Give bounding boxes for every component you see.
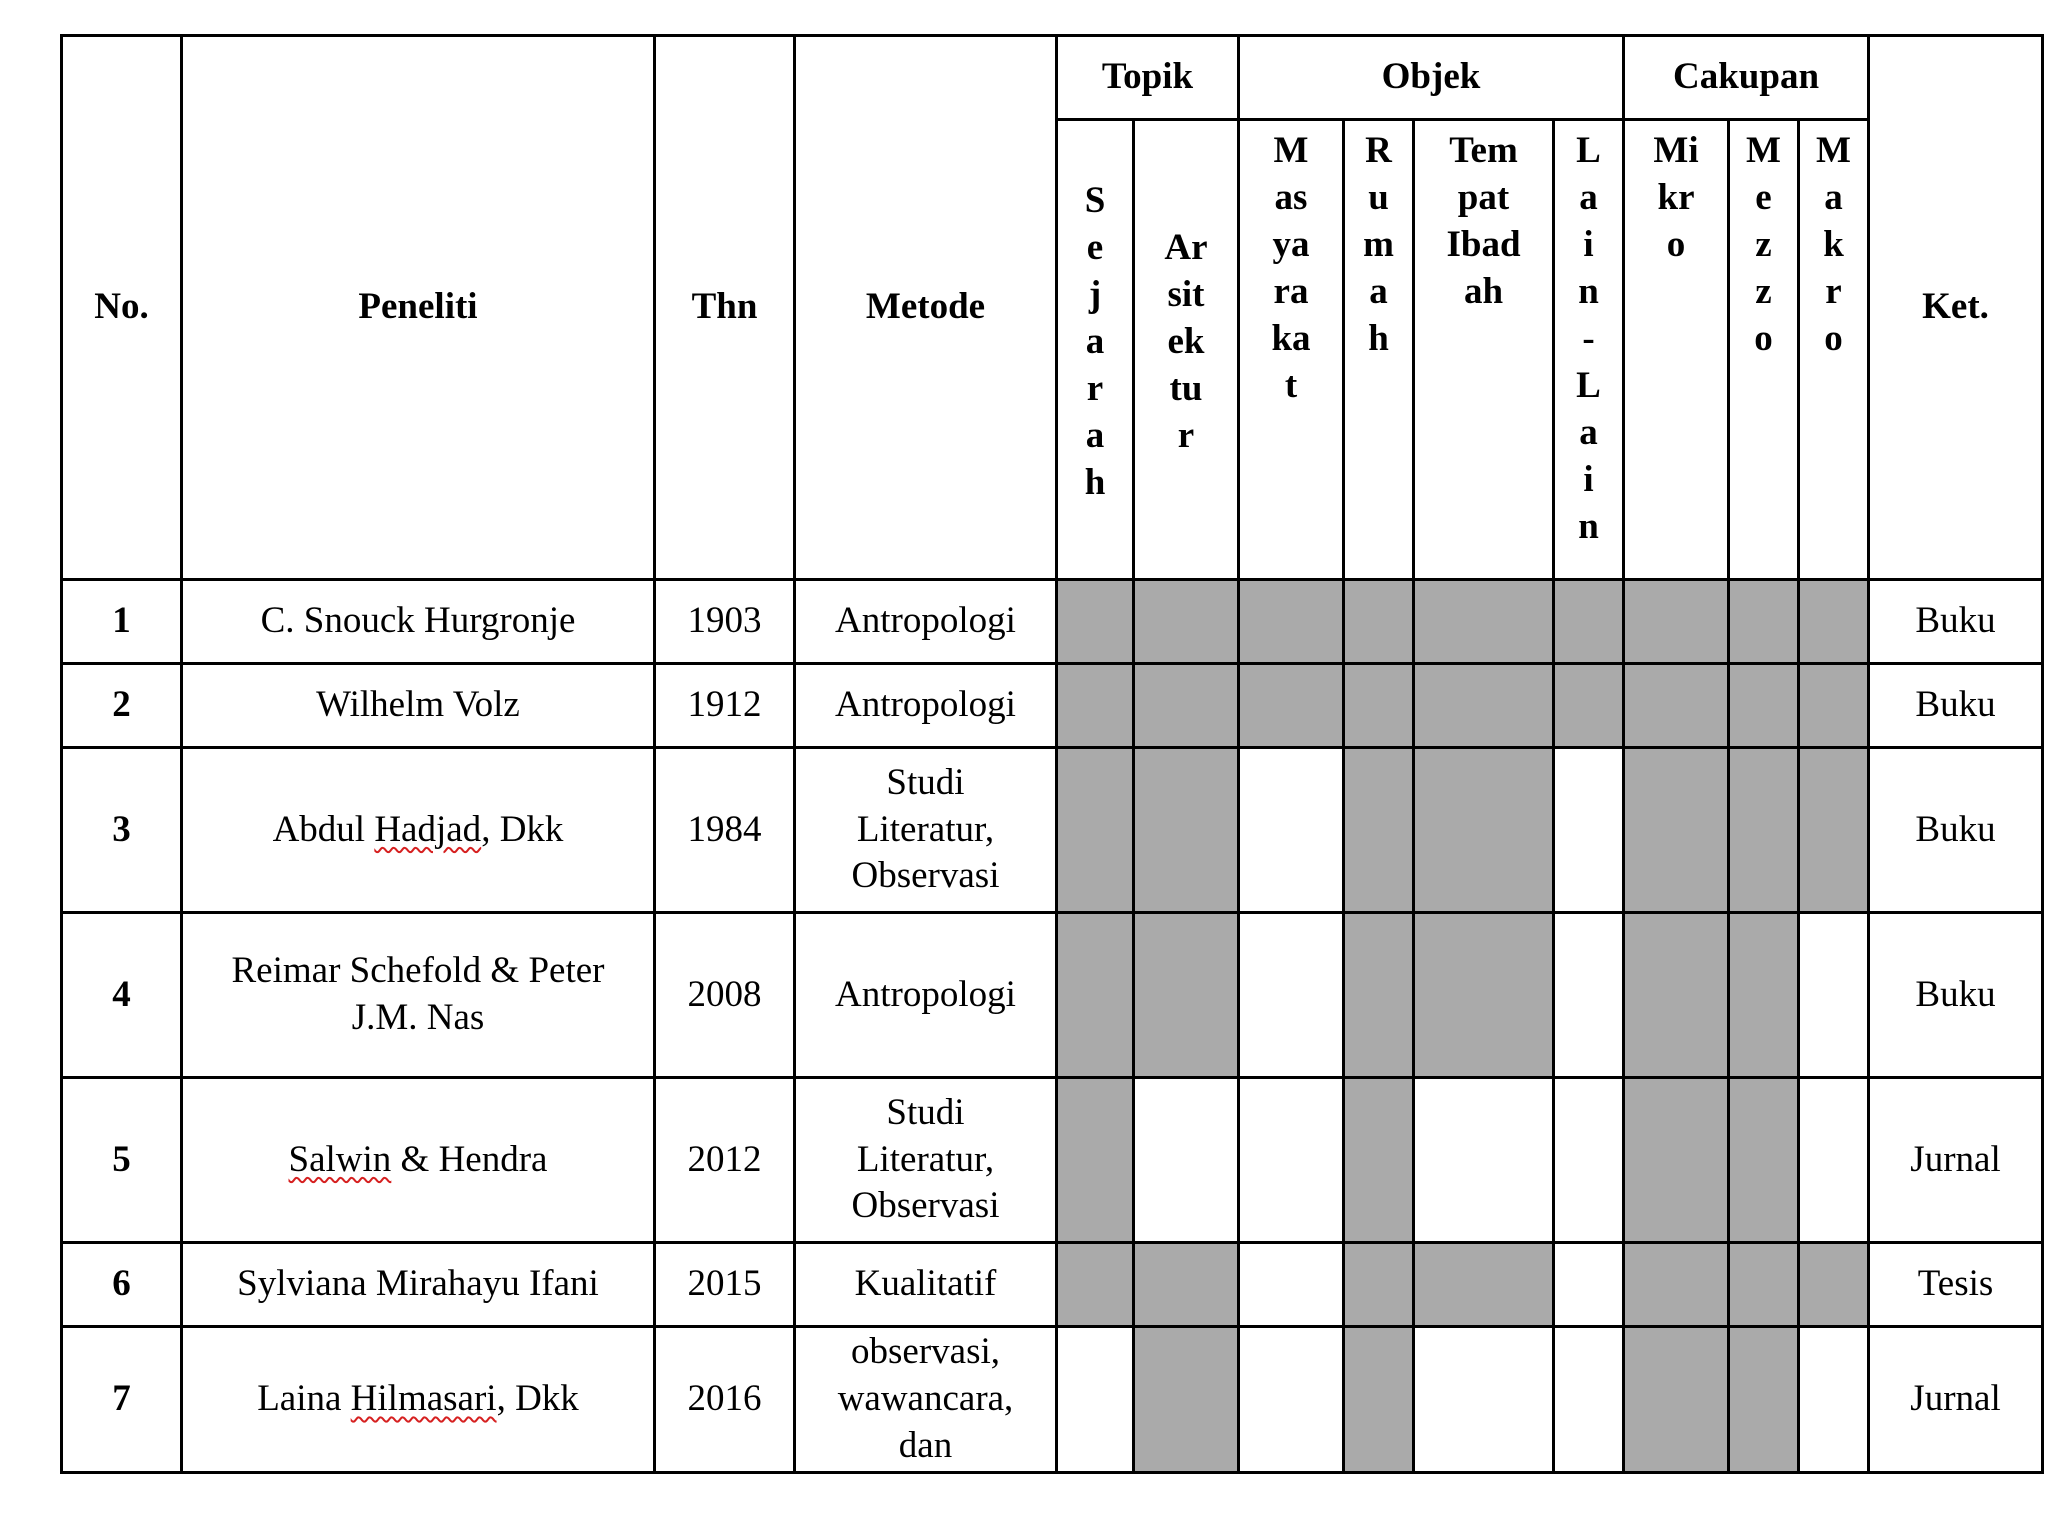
cell-metode: Antropologi [795, 913, 1057, 1078]
header-sub-rumah: R u m a h [1344, 120, 1414, 580]
mark-mikro [1624, 748, 1729, 913]
mark-lain-lain [1554, 1078, 1624, 1243]
header-metode: Metode [795, 36, 1057, 580]
mark-sejarah [1057, 1327, 1134, 1473]
mark-tempat-ibadah [1414, 913, 1554, 1078]
mark-tempat-ibadah [1414, 664, 1554, 748]
cell-metode: Antropologi [795, 580, 1057, 664]
mark-masyarakat [1239, 1327, 1344, 1473]
metode-text: Studi Literatur, Observasi [851, 761, 1000, 897]
header-sub-tempat-ibadah: Tem pat Ibad ah [1414, 120, 1554, 580]
mark-rumah [1344, 748, 1414, 913]
table-row [62, 580, 2043, 664]
cell-no: 7 [62, 1327, 182, 1473]
cell-ket: Buku [1869, 913, 2043, 1078]
mark-mikro [1624, 1078, 1729, 1243]
peneliti-text-rest: & Hendra [391, 1138, 548, 1180]
mark-mikro [1624, 580, 1729, 664]
spellcheck-flagged-word: Salwin [288, 1138, 392, 1180]
mark-mezzo [1729, 913, 1799, 1078]
mark-tempat-ibadah [1414, 1243, 1554, 1327]
cell-no: 2 [62, 664, 182, 748]
mark-makro [1799, 1327, 1869, 1473]
peneliti-text-rest: , Dkk [481, 808, 564, 850]
peneliti-text: Reimar Schefold & Peter J.M. Nas [231, 950, 605, 1038]
cell-no: 3 [62, 748, 182, 913]
mark-mezzo [1729, 748, 1799, 913]
header-sub-mezzo: M e z z o [1729, 120, 1799, 580]
mark-tempat-ibadah [1414, 580, 1554, 664]
header-sub-lain-lain: L a i n - L a i n [1554, 120, 1624, 580]
cell-no: 5 [62, 1078, 182, 1243]
table-row [62, 1243, 2043, 1327]
mark-makro [1799, 1078, 1869, 1243]
cell-metode [795, 1078, 1057, 1243]
cell-metode: Antropologi [795, 664, 1057, 748]
mark-tempat-ibadah [1414, 1327, 1554, 1473]
header-peneliti: Peneliti [182, 36, 655, 580]
mark-rumah [1344, 580, 1414, 664]
mark-makro [1799, 748, 1869, 913]
mark-rumah [1344, 1243, 1414, 1327]
header-sub-mikro: Mi kr o [1624, 120, 1729, 580]
cell-metode: Kualitatif [795, 1243, 1057, 1327]
mark-lain-lain [1554, 664, 1624, 748]
mark-masyarakat [1239, 580, 1344, 664]
peneliti-text-rest: , Dkk [496, 1378, 579, 1419]
table-row [62, 913, 2043, 1078]
table-row [62, 748, 2043, 913]
cell-ket: Jurnal [1869, 1327, 2043, 1473]
peneliti-text: Abdul [272, 808, 375, 850]
mark-mezzo [1729, 1078, 1799, 1243]
mark-mezzo [1729, 1327, 1799, 1473]
mark-lain-lain [1554, 913, 1624, 1078]
mark-sejarah [1057, 748, 1134, 913]
cell-ket: Buku [1869, 748, 2043, 913]
cell-ket: Buku [1869, 580, 2043, 664]
cell-no: 1 [62, 580, 182, 664]
research-matrix-table [60, 34, 2044, 1474]
mark-tempat-ibadah [1414, 1078, 1554, 1243]
cell-ket: Buku [1869, 664, 2043, 748]
mark-arsitektur [1134, 748, 1239, 913]
cell-ket: Jurnal [1869, 1078, 2043, 1243]
mark-rumah [1344, 1327, 1414, 1473]
mark-sejarah [1057, 1243, 1134, 1327]
mark-lain-lain [1554, 1243, 1624, 1327]
cell-thn: 2016 [655, 1327, 795, 1473]
mark-arsitektur [1134, 1327, 1239, 1473]
table-row [62, 1078, 2043, 1243]
mark-lain-lain [1554, 748, 1624, 913]
mark-arsitektur [1134, 580, 1239, 664]
mark-makro [1799, 913, 1869, 1078]
mark-mikro [1624, 1243, 1729, 1327]
cell-ket: Tesis [1869, 1243, 2043, 1327]
cell-metode [795, 1327, 1057, 1473]
cell-metode [795, 748, 1057, 913]
mark-makro [1799, 664, 1869, 748]
mark-lain-lain [1554, 1327, 1624, 1473]
mark-lain-lain [1554, 580, 1624, 664]
mark-arsitektur [1134, 664, 1239, 748]
cell-peneliti [182, 1078, 655, 1243]
cell-peneliti [182, 748, 655, 913]
header-sub-arsitektur: Ar sit ek tu r [1134, 120, 1239, 580]
mark-tempat-ibadah [1414, 748, 1554, 913]
mark-arsitektur [1134, 913, 1239, 1078]
mark-arsitektur [1134, 1078, 1239, 1243]
header-group-cakupan: Cakupan [1624, 36, 1869, 120]
spellcheck-flagged-word: Hadjad [374, 808, 482, 850]
mark-mezzo [1729, 580, 1799, 664]
mark-mezzo [1729, 1243, 1799, 1327]
mark-mezzo [1729, 664, 1799, 748]
cell-no: 4 [62, 913, 182, 1078]
peneliti-text: Laina [257, 1378, 351, 1419]
header-group-objek: Objek [1239, 36, 1624, 120]
header-thn: Thn [655, 36, 795, 580]
table-row [62, 1327, 2043, 1473]
mark-masyarakat [1239, 1243, 1344, 1327]
cell-peneliti: C. Snouck Hurgronje [182, 580, 655, 664]
cell-thn: 1903 [655, 580, 795, 664]
header-sub-sejarah: S e j a r a h [1057, 120, 1134, 580]
mark-mikro [1624, 913, 1729, 1078]
spellcheck-flagged-word: Hilmasari [350, 1378, 497, 1419]
header-ket: Ket. [1869, 36, 2043, 580]
mark-sejarah [1057, 913, 1134, 1078]
cell-peneliti [182, 913, 655, 1078]
header-sub-masyarakat: M as ya ra ka t [1239, 120, 1344, 580]
mark-sejarah [1057, 580, 1134, 664]
cell-thn: 1912 [655, 664, 795, 748]
mark-sejarah [1057, 1078, 1134, 1243]
mark-makro [1799, 1243, 1869, 1327]
mark-masyarakat [1239, 748, 1344, 913]
cell-no: 6 [62, 1243, 182, 1327]
header-sub-makro: M a k r o [1799, 120, 1869, 580]
mark-rumah [1344, 1078, 1414, 1243]
header-no: No. [62, 36, 182, 580]
table-row [62, 664, 2043, 748]
mark-masyarakat [1239, 913, 1344, 1078]
metode-text: observasi, wawancara, dan [837, 1331, 1014, 1466]
mark-rumah [1344, 664, 1414, 748]
mark-makro [1799, 580, 1869, 664]
mark-sejarah [1057, 664, 1134, 748]
mark-rumah [1344, 913, 1414, 1078]
cell-peneliti: Sylviana Mirahayu Ifani [182, 1243, 655, 1327]
mark-masyarakat [1239, 664, 1344, 748]
cell-thn: 2008 [655, 913, 795, 1078]
header-group-topik: Topik [1057, 36, 1239, 120]
mark-mikro [1624, 664, 1729, 748]
cell-peneliti: Wilhelm Volz [182, 664, 655, 748]
metode-text: Studi Literatur, Observasi [851, 1091, 1000, 1227]
mark-masyarakat [1239, 1078, 1344, 1243]
mark-arsitektur [1134, 1243, 1239, 1327]
mark-mikro [1624, 1327, 1729, 1473]
cell-thn: 2012 [655, 1078, 795, 1243]
header-row-groups [62, 36, 2043, 120]
cell-thn: 1984 [655, 748, 795, 913]
cell-thn: 2015 [655, 1243, 795, 1327]
cell-peneliti [182, 1327, 655, 1473]
